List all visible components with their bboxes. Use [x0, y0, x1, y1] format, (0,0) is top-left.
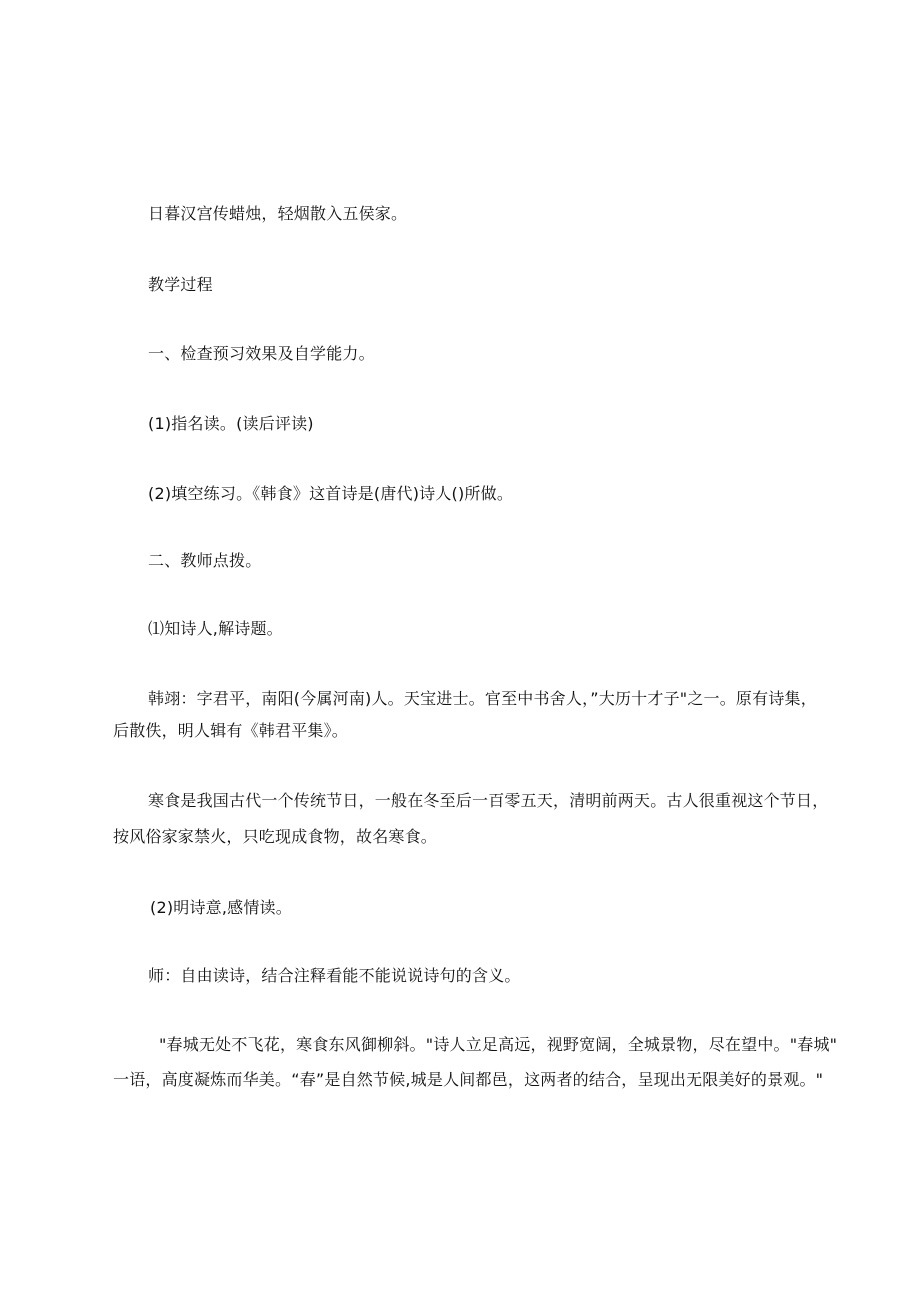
analysis-line-2: 一语，高度凝炼而华美。“春”是自然节候,城是人间都邑，这两者的结合，呈现出无限美好的景观。"	[113, 1070, 824, 1089]
poem-line: 日暮汉宫传蜡烛，轻烟散入五侯家。	[148, 204, 408, 223]
section-heading-1: 一、检查预习效果及自学能力。	[148, 344, 375, 363]
paragraph-han-hong-line-1: 韩翊：字君平，南阳(今属河南)人。天宝进士。官至中书舍人，”大历十才子"之一。原有诗集，	[148, 689, 817, 708]
paragraph-hanshi-line-2: 按风俗家家禁火，只吃现成食物，故名寒食。	[113, 827, 438, 846]
subheading-poet-title: ⑴知诗人,解诗题。	[148, 619, 283, 638]
paragraph-han-hong-line-2: 后散佚，明人辑有《韩君平集》。	[113, 721, 349, 740]
paragraph-hanshi-line-1: 寒食是我国古代一个传统节日，一般在冬至后一百零五天，清明前两天。古人很重视这个节日，	[148, 791, 829, 810]
step-2-fill-blank: (2)填空练习。《韩食》这首诗是(唐代)诗人()所做。	[148, 484, 514, 503]
analysis-line-1: "春城无处不飞花，寒食东风御柳斜。"诗人立足高远，视野宽阔，全城景物，尽在望中。"春城"	[159, 1035, 838, 1054]
step-1-reading: (1)指名读。(读后评读)	[148, 414, 314, 433]
section-heading-2: 二、教师点拨。	[148, 551, 262, 570]
subheading-meaning-reading: (2)明诗意,感情读。	[150, 898, 292, 917]
teacher-instruction: 师：自由读诗，结合注释看能不能说说诗句的含义。	[148, 966, 521, 985]
section-heading-teaching-process: 教学过程	[148, 275, 213, 294]
